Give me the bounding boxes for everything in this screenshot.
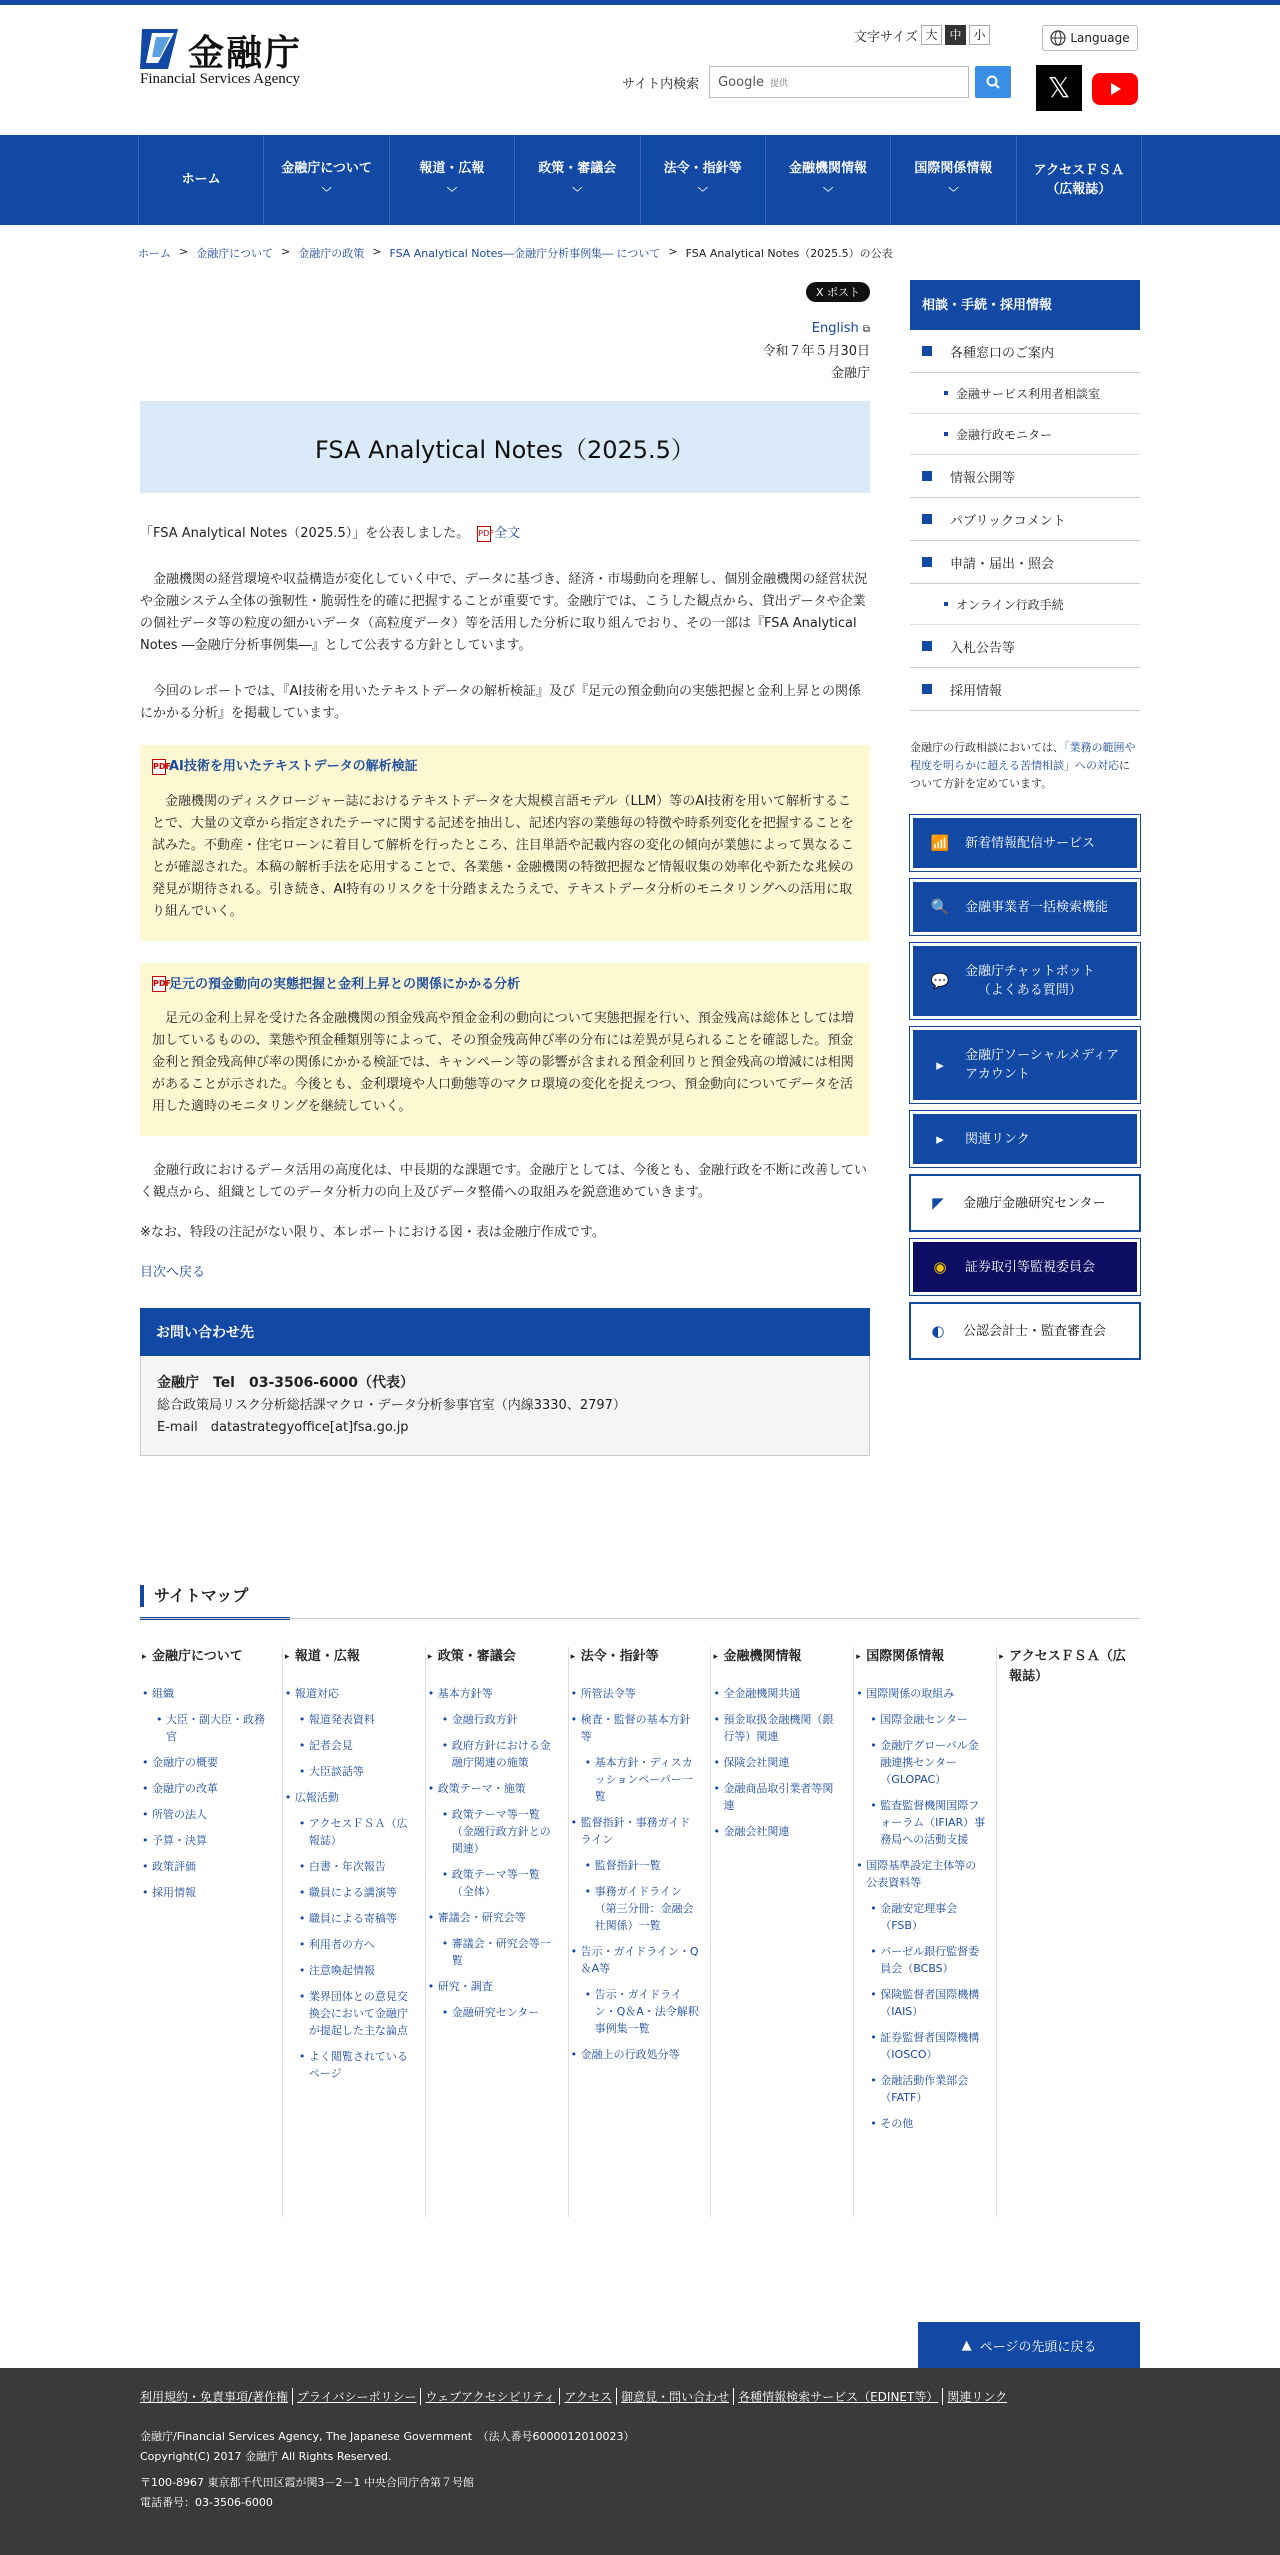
sitemap-link[interactable]: • 政策テーマ等一覧（金融行政方針との関連） [442, 1806, 558, 1857]
footer-link[interactable]: プライバシーポリシー [293, 2388, 421, 2405]
sitemap-column [997, 1647, 1140, 2217]
social-media-button[interactable] [910, 1027, 1140, 1103]
sitemap-link[interactable]: • アクセスＦＳＡ（広報誌） [299, 1815, 415, 1849]
sitemap-link[interactable]: • 広報活動 [285, 1789, 415, 1806]
nav-label: 金融機関情報 [789, 160, 868, 176]
footer-link[interactable]: 御意見・問い合わせ [617, 2388, 734, 2405]
sidebar-item[interactable]: オンライン行政手続 [910, 584, 1140, 625]
crumb-sep: > [179, 245, 189, 258]
back-to-top-button[interactable] [918, 2322, 1140, 2368]
sitemap-link[interactable]: • その他 [870, 2115, 986, 2132]
sitemap-link[interactable]: • 金融行政方針 [442, 1711, 558, 1728]
nav-label: ホーム [181, 172, 221, 188]
research-center-button[interactable] [910, 1175, 1140, 1231]
crumb-notes[interactable]: FSA Analytical Notes―金融庁分析事例集― について [389, 247, 661, 260]
publish-date: 令和７年５月30日 [762, 344, 870, 359]
sitemap-link[interactable]: • 注意喚起情報 [299, 1962, 415, 1979]
sitemap-link[interactable]: • 金融研究センター [442, 2004, 558, 2021]
related-links-button[interactable] [910, 1111, 1140, 1167]
report-description: 足元の金利上昇を受けた各金融機関の預金残高や預金金利の動向について実態把握を行い、預金残高は総体としては増加しているものの、業態や預金種類別等によって、その預金残高伸び率の分布には差異が見られることを確認した。預金金利と預金残高伸び率の関係にかかる検証では、キャンペーン等の影響が含まれる預金利回りと預金残高の増減には相関があることが示された。今後とも、金利環境や人口動態等のマクロ環境の変化を捉えつつ、預金動向についてデータを活用した適時のモニタリングを継続していく。 [152, 1011, 854, 1114]
language-button[interactable] [1042, 25, 1138, 51]
chevron-down-icon: ﹀ [446, 188, 457, 200]
intro-paragraph [140, 523, 870, 545]
main-content [140, 280, 870, 1456]
font-size-large-button[interactable]: 大 [921, 25, 942, 45]
english-link[interactable]: English [811, 321, 859, 336]
search-icon: 🔍 [930, 897, 950, 916]
sitemap-link[interactable]: • 所管法令等 [571, 1685, 701, 1702]
contact-dept: 総合政策局リスク分析総括課マクロ・データ分析参事官室（内線3330、2797） [157, 1398, 626, 1413]
crumb-about[interactable]: 金融庁について [196, 247, 273, 260]
sitemap-link[interactable]: • 保険監督者国際機構（IAIS） [870, 1986, 986, 2020]
sitemap-link[interactable]: • よく閲覧されているページ [299, 2048, 415, 2082]
contact-mail: E-mail datastrategyoffice[at]fsa.go.jp [157, 1420, 409, 1435]
sitemap-link[interactable]: • 預金取扱金融機関（銀行等）関連 [713, 1711, 843, 1745]
sitemap-heading[interactable]: ▸ 金融庁について [142, 1647, 272, 1667]
sitemap-link[interactable]: • 政策評価 [142, 1858, 272, 1875]
powered-label: 提供 [769, 78, 788, 89]
note-text: 金融庁の行政相談においては、 [910, 741, 1064, 754]
sitemap-link[interactable]: • 所管の法人 [142, 1806, 272, 1823]
footer-info [140, 2427, 1140, 2513]
sitemap-link[interactable]: • 基本方針等 [428, 1685, 558, 1702]
note-paragraph: ※なお、特段の注記がない限り、本レポートにおける図・表は金融庁作成です。 [140, 1225, 605, 1240]
footer-link[interactable]: ウェブアクセシビリティ [421, 2388, 560, 2405]
sidebar-menu [910, 330, 1140, 711]
sitemap [140, 1585, 1140, 2217]
fsa-logo[interactable] [138, 25, 338, 95]
footer-link[interactable]: アクセス [560, 2388, 617, 2405]
sesc-button[interactable] [910, 1239, 1140, 1295]
sitemap-link[interactable]: • 組織 [142, 1685, 272, 1702]
sitemap-link[interactable]: • 証券監督者国際機構（IOSCO） [870, 2029, 986, 2063]
sitemap-link[interactable]: • 政策テーマ・施策 [428, 1780, 558, 1797]
crumb-sep: > [668, 245, 678, 258]
font-size-medium-button[interactable]: 中 [945, 25, 966, 45]
sitemap-link[interactable]: • 全金融機関共通 [713, 1685, 843, 1702]
nav-international[interactable] [891, 135, 1016, 225]
nav-access-fsa[interactable] [1017, 135, 1142, 225]
page-title: FSA Analytical Notes（2025.5） [140, 401, 870, 493]
site-search-label: サイト内検索 [622, 76, 700, 92]
pdf-icon: PDF [152, 976, 166, 992]
button-label: 金融庁ソーシャルメディア アカウント [965, 1048, 1120, 1082]
search-button[interactable] [975, 66, 1011, 98]
sitemap-heading[interactable]: ▸ アクセスＦＳＡ（広報誌） [999, 1647, 1130, 1687]
sitemap-link[interactable]: • 大臣談話等 [299, 1763, 415, 1780]
youtube-icon[interactable] [1092, 73, 1138, 105]
sitemap-link[interactable]: • 金融上の行政処分等 [571, 2046, 701, 2063]
business-search-button[interactable] [910, 879, 1140, 935]
x-post-button[interactable]: X ポスト [806, 282, 870, 302]
page-meta [140, 318, 870, 385]
sitemap-link[interactable]: • 報道発表資料 [299, 1711, 415, 1728]
pdf-icon: PDF [152, 759, 166, 775]
pdf-icon: PDF [477, 526, 491, 542]
footer-address: 〒100-8967 東京都千代田区霞が関3－2－1 中央合同庁舎第７号館 [140, 2476, 474, 2489]
sitemap-heading[interactable]: ▸ 法令・指針等 [571, 1647, 701, 1667]
sitemap-link[interactable]: • 監督指針・事務ガイドライン [571, 1814, 701, 1848]
nav-institutions[interactable] [766, 135, 891, 225]
sidebar-item[interactable]: 採用情報 [910, 668, 1140, 711]
sitemap-heading[interactable]: ▸ 報道・広報 [285, 1647, 415, 1667]
footer-link[interactable]: 各種情報検索サービス（EDINET等） [734, 2388, 943, 2405]
sitemap-link[interactable]: • 金融商品取引業者等関連 [713, 1780, 843, 1814]
sitemap-link[interactable]: • 記者会見 [299, 1737, 415, 1754]
full-text-link[interactable]: 全文 [494, 526, 521, 541]
nav-label: 法令・指針等 [663, 160, 742, 176]
chevron-down-icon: ﹀ [948, 188, 959, 200]
nav-label: 報道・広報 [419, 160, 485, 176]
cpaaob-button[interactable] [910, 1303, 1140, 1359]
contact-tel: 金融庁 Tel 03-3506-6000（代表） [157, 1375, 415, 1391]
sitemap-link[interactable]: • 告示・ガイドライン・Q＆A等 [571, 1943, 701, 1977]
sidebar-note [910, 739, 1140, 793]
button-label: 金融庁チャットボット （よくある質問） [965, 964, 1095, 998]
sitemap-link[interactable]: • 予算・決算 [142, 1832, 272, 1849]
nav-laws[interactable] [641, 135, 766, 225]
sitemap-link[interactable]: • 金融会社関連 [713, 1823, 843, 1840]
globe-icon [1050, 30, 1066, 46]
closing-paragraph: 金融行政におけるデータ活用の高度化は、中長期的な課題です。金融庁としては、今後とも、金融行政を不断に改善していく観点から、組織としてのデータ分析力の向上及びデータ整備への取組みを鋭意進めていきます。 [140, 1163, 867, 1200]
fsa-emblem-icon [138, 27, 184, 71]
crumb-policy[interactable]: 金融庁の政策 [298, 247, 365, 260]
sitemap-link[interactable]: • 検査・監督の基本方針等 [571, 1711, 701, 1745]
x-twitter-icon[interactable]: 𝕏 [1036, 65, 1082, 111]
chevron-down-icon: ﹀ [697, 188, 708, 200]
crumb-sep: > [372, 245, 382, 258]
nav-label: 国際関係情報 [914, 160, 993, 176]
sitemap-link[interactable]: • 政策テーマ等一覧（全体） [442, 1866, 558, 1900]
button-label: 関連リンク [965, 1131, 1030, 1147]
logo-kanji: 金融庁 [188, 32, 303, 74]
sesc-logo-icon: ◉ [933, 1257, 947, 1276]
chevron-down-icon: ﹀ [572, 188, 583, 200]
button-label: 金融事業者一括検索機能 [965, 899, 1109, 915]
sitemap-link[interactable]: • 職員による寄稿等 [299, 1910, 415, 1927]
font-size-small-button[interactable]: 小 [969, 25, 990, 45]
sitemap-link[interactable]: • 金融庁の概要 [142, 1754, 272, 1771]
sitemap-link[interactable]: • 業界団体との意見交換会において金融庁が提起した主な論点 [299, 1988, 415, 2039]
publisher: 金融庁 [830, 366, 870, 381]
sitemap-column [711, 1647, 854, 2217]
sitemap-link[interactable]: • 保険会社関連 [713, 1754, 843, 1771]
footer-link[interactable]: 関連リンク [947, 2390, 1008, 2404]
sitemap-link[interactable]: • 金融庁の改革 [142, 1780, 272, 1797]
sidebar-item[interactable]: 申請・届出・照会 [910, 541, 1140, 584]
sitemap-heading[interactable]: ▸ 金融機関情報 [713, 1647, 843, 1667]
report-description: 金融機関のディスクロージャー誌におけるテキストデータを大規模言語モデル（LLM）等のAI技術を用いて解析することで、大量の文章から指定されたテーマに関する記述を抽出し、記述内容の業態毎の特徴や時系列変化を把握することを試みた。不動産・住宅ローンに着目して解析を行ったところ、注目単語や記載内容の変化の傾向が業態によって異なることが確認された。本稿の解析手法を応用することで、各業態・金融機関の特徴把握など情報収集の効率化や新たな兆候の発見が期待される。引き続き、AI特有のリスクを十分踏まえたうえで、テキストデータ分析のモニタリングへの活用に取り組んでいく。 [152, 793, 854, 919]
sitemap-link[interactable]: • 職員による講演等 [299, 1884, 415, 1901]
arrow-right-icon: ▸ [936, 1055, 944, 1074]
footer-copyright: Copyright(C) 2017 金融庁 All Rights Reserved. [140, 2450, 392, 2463]
news-delivery-button[interactable] [910, 815, 1140, 871]
back-to-top-label: ページの先頭に戻る [979, 2339, 1097, 2355]
sitemap-link[interactable]: • 基本方針・ディスカッションペーパー一覧 [585, 1754, 701, 1805]
header [138, 5, 1142, 135]
back-to-index [140, 1262, 870, 1284]
sitemap-columns [140, 1647, 1140, 2217]
footer-phone: 電話番号：03-3506-6000 [140, 2496, 273, 2509]
contact-heading: お問い合わせ先 [140, 1308, 870, 1356]
sitemap-heading[interactable]: ▸ 政策・審議会 [428, 1647, 558, 1667]
sitemap-link[interactable]: • 監督指針一覧 [585, 1857, 701, 1874]
report-title [152, 755, 858, 775]
sitemap-link[interactable]: • 白書・年次報告 [299, 1858, 415, 1875]
sitemap-column [426, 1647, 569, 2217]
sidebar-item[interactable]: 各種窓口のご案内 [910, 330, 1140, 373]
report-box-ai [140, 745, 870, 941]
footer-links [140, 2388, 1140, 2405]
font-size-label: 文字サイズ [854, 29, 918, 45]
search-icon [986, 75, 1000, 89]
triangle-up-icon: ▲ [961, 2337, 972, 2353]
search-input[interactable] [709, 66, 969, 98]
footer-agency: 金融庁/Financial Services Agency, The Japanese Government （法人番号6000012010023） [140, 2430, 635, 2443]
google-label: Google [718, 74, 764, 90]
report-box-deposit [140, 963, 870, 1137]
button-label: 証券取引等監視委員会 [965, 1259, 1096, 1275]
nav-label: アクセスＦＳＡ （広報誌） [1033, 162, 1125, 197]
sitemap-link[interactable]: • 大臣・副大臣・政務官 [156, 1711, 272, 1745]
sitemap-link[interactable]: • 審議会・研究会等 [428, 1909, 558, 1926]
sitemap-link[interactable]: • 監査監督機関国際フォーラム（IFIAR）事務局への活動支援 [870, 1797, 986, 1848]
breadcrumb [138, 245, 1142, 261]
crumb-home[interactable]: ホーム [138, 247, 171, 260]
nav-home[interactable] [139, 135, 264, 225]
sitemap-link[interactable]: • 採用情報 [142, 1884, 272, 1901]
button-label: 金融庁金融研究センター [963, 1195, 1106, 1211]
intro-text: 「FSA Analytical Notes（2025.5）」を公表しました。 [140, 526, 470, 541]
sidebar-item[interactable]: 情報公開等 [910, 455, 1140, 498]
sitemap-link[interactable]: • 告示・ガイドライン・Q＆A・法令解釈事例集一覧 [585, 1986, 701, 2037]
sitemap-link[interactable]: • 国際関係の取組み [856, 1685, 986, 1702]
sitemap-column [569, 1647, 712, 2217]
sitemap-column [283, 1647, 426, 2217]
sitemap-title: サイトマップ [140, 1585, 1140, 1607]
crumb-sep: > [281, 245, 291, 258]
sidebar-item[interactable]: 入札公告等 [910, 625, 1140, 668]
nav-about[interactable] [264, 135, 389, 225]
cpaaob-logo-icon: ◐ [931, 1321, 945, 1340]
sitemap-link[interactable]: • バーゼル銀行監督委員会（BCBS） [870, 1943, 986, 1977]
sitemap-column [140, 1647, 283, 2217]
sitemap-link[interactable]: • 利用者の方へ [299, 1936, 415, 1953]
fsa-emblem-icon: ◤ [932, 1193, 944, 1212]
sidebar [910, 280, 1140, 1359]
nav-label: 政策・審議会 [538, 160, 617, 176]
sidebar-buttons [910, 815, 1140, 1359]
nav-policy[interactable] [515, 135, 640, 225]
deposit-report-link[interactable]: 足元の預金動向の実態把握と金利上昇との関係にかかる分析 [169, 976, 521, 992]
language-label: Language [1070, 31, 1130, 45]
chevron-down-icon: ﹀ [823, 188, 834, 200]
crumb-current: FSA Analytical Notes（2025.5）の公表 [685, 247, 893, 260]
footer [0, 2368, 1280, 2555]
sidebar-item[interactable]: 金融行政モニター [910, 414, 1140, 455]
sitemap-heading[interactable]: ▸ 国際関係情報 [856, 1647, 986, 1667]
contact-body [140, 1356, 870, 1456]
note-text: について方針を定めています。 [910, 759, 1130, 790]
sitemap-rule [140, 1618, 1140, 1619]
back-to-index-link[interactable]: 目次へ戻る [140, 1265, 206, 1280]
wifi-icon: 📶 [930, 833, 950, 852]
chatbot-button[interactable] [910, 943, 1140, 1019]
chat-icon: 💬 [930, 971, 950, 990]
background-paragraph: 金融機関の経営環境や収益構造が変化していく中で、データに基づき、経済・市場動向を理解し、個別金融機関の経営状況や金融システム全体の強靭性・脆弱性を的確に把握することが重要です。金融庁では、こうした観点から、貸出データや企業の個社データ等の粒度の細かいデータ（高粒度データ）等を活用した分析に取り組んでおり、その一部は『FSA Analytical Notes ―金融庁分析事例集―』として公表する方針としています。 [140, 572, 868, 653]
global-nav [0, 135, 1280, 225]
ai-report-link[interactable]: AI技術を用いたテキストデータの解析検証 [169, 759, 418, 774]
sidebar-item[interactable]: パブリックコメント [910, 498, 1140, 541]
sitemap-link[interactable]: • 国際基準設定主体等の公表資料等 [856, 1857, 986, 1891]
sidebar-heading: 相談・手続・採用情報 [910, 280, 1140, 330]
sidebar-item[interactable]: 金融サービス利用者相談室 [910, 373, 1140, 414]
sitemap-link[interactable]: • 報道対応 [285, 1685, 415, 1702]
sitemap-link[interactable]: • 事務ガイドライン（第三分冊：金融会社関係）一覧 [585, 1883, 701, 1934]
logo-english: Financial Services Agency [140, 71, 300, 87]
sitemap-link[interactable]: • 金融安定理事会（FSB） [870, 1900, 986, 1934]
site-search [622, 66, 1011, 98]
external-link-icon: ⧉ [862, 324, 870, 335]
sitemap-column [854, 1647, 997, 2217]
report-title [152, 973, 858, 993]
font-size-switcher [854, 25, 990, 45]
button-label: 公認会計士・監査審査会 [963, 1323, 1107, 1339]
sitemap-link[interactable]: • 政府方針における金融庁関連の施策 [442, 1737, 558, 1771]
sitemap-link[interactable]: • 国際金融センター [870, 1711, 986, 1728]
sitemap-link[interactable]: • 研究・調査 [428, 1978, 558, 1995]
button-label: 新着情報配信サービス [965, 835, 1096, 851]
sitemap-link[interactable]: • 金融活動作業部会（FATF） [870, 2072, 986, 2106]
sitemap-link[interactable]: • 金融庁グローバル金融連携センター（GLOPAC） [870, 1737, 986, 1788]
footer-link[interactable]: 利用規約・免責事項/著作権 [140, 2388, 293, 2405]
report-summary-paragraph: 今回のレポートでは、『AI技術を用いたテキストデータの解析検証』及び『足元の預金動向の実態把握と金利上昇との関係にかかる分析』を掲載しています。 [140, 684, 861, 721]
chevron-down-icon: ﹀ [321, 188, 332, 200]
nav-label: 金融庁について [281, 160, 372, 176]
arrow-right-icon: ▸ [936, 1129, 944, 1148]
complaint-policy-link[interactable]: 「業務の範囲や程度を明らかに超える苦情相談」への対応 [910, 741, 1136, 772]
sitemap-link[interactable]: • 審議会・研究会等一覧 [442, 1935, 558, 1969]
nav-press[interactable] [390, 135, 515, 225]
contact-box [140, 1308, 870, 1456]
